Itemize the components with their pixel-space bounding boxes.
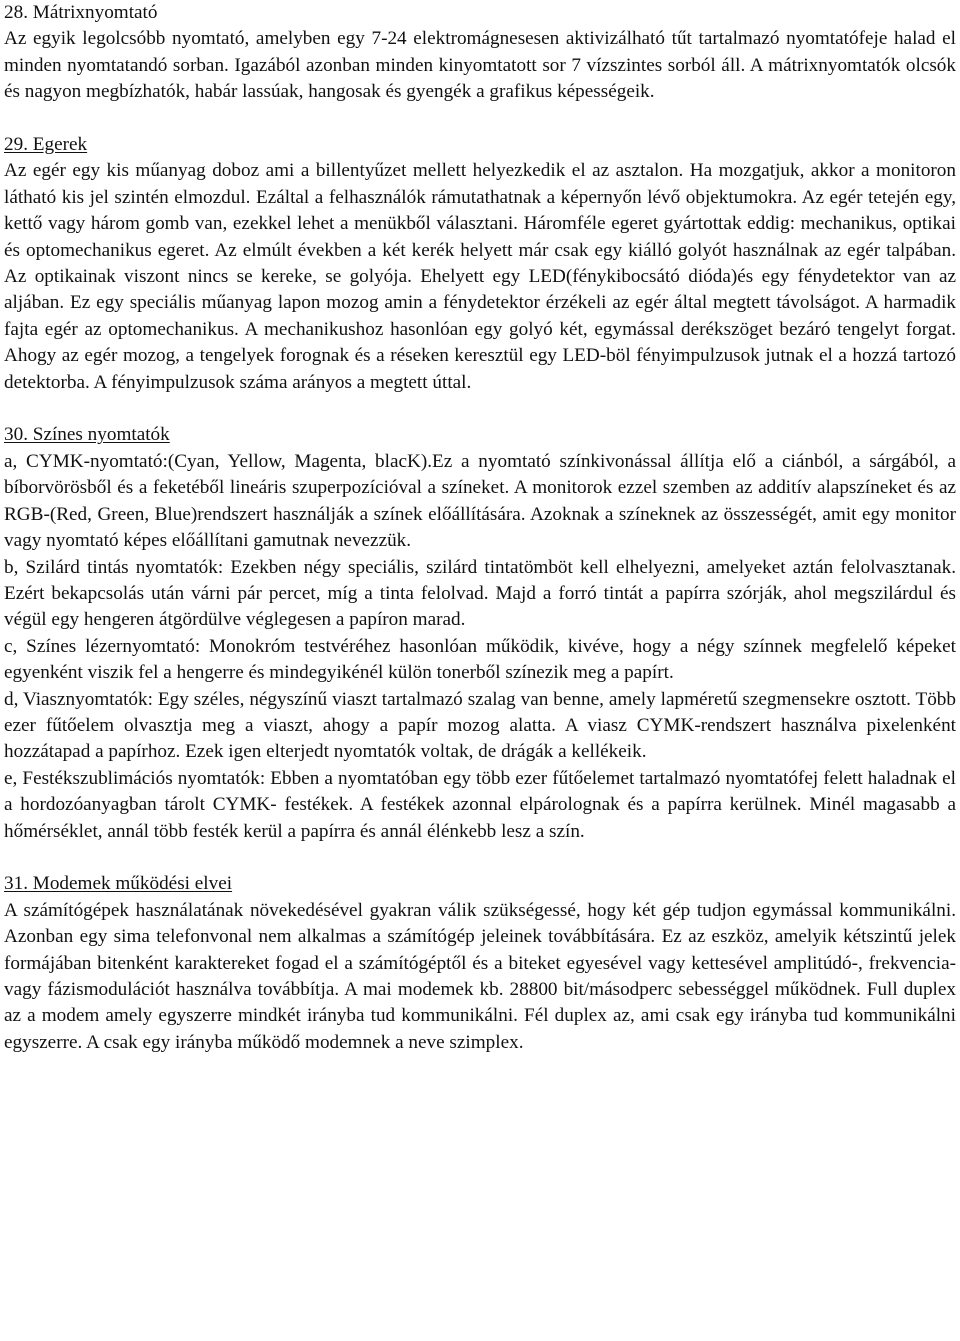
paragraph: d, Viasznyomtatók: Egy széles, négyszínű viaszt tartalmazó szalag van benne, amely lapméretű szegmensekre osztott. Több ezer fűtőelem olvasztja meg a viaszt, ahogy a papír mozog alatta. A viasz CYMK-rendszert használva pixelenként hozzátapad a papírhoz. Ezek igen elterjedt nyomtatók voltak, de drágák a kellékeik. xyxy=(4,688,956,763)
section-heading: 28. Mátrixnyomtató xyxy=(4,2,158,23)
paragraph: e, Festékszublimációs nyomtatók: Ebben a nyomtatóban egy több ezer fűtőelemet tartalmazó nyomtatófej felett haladnak el a hordozóanyagban tárolt CYMK- festékek. A festékek azonnal elpárolognak és a papírra kerülnek. Minél magasabb a hőmérséklet, annál több festék kerül a papírra és annál élénkebb lesz a szín. xyxy=(4,767,956,842)
section-modems xyxy=(4,871,956,1056)
section-heading xyxy=(4,132,956,158)
paragraph: a, CYMK-nyomtató:(Cyan, Yellow, Magenta, blacK).Ez a nyomtató színkivonással állítja elő a ciánból, a sárgából, a bíborvörösből és a feketéből lineáris szuperpozícióval a színeket. A monitorok ezzel szemben az additív alapszíneket és az RGB-(Red, Green, Blue)rendszert használják a színek előállítására. Azoknak a színeknek az összességét, amit egy monitor vagy nyomtató képes előállítani gamutnak nevezzük. xyxy=(4,450,956,552)
section-matrix-printer xyxy=(4,0,956,106)
section-mice xyxy=(4,132,956,396)
paragraph: b, Szilárd tintás nyomtatók: Ezekben négy speciális, szilárd tintatömböt kell elhelyezni, amelyeket aztán felolvasztanak. Ezért bekapcsolás után várni pár percet, míg a tinta felolvad. Majd a forró tintát a papírra szórják, ahol megszilárdul és végül egy hengeren átgördülve véglegesen a papíron marad. xyxy=(4,556,956,631)
heading-text: 29. Egerek xyxy=(4,134,88,156)
spacer xyxy=(4,845,956,871)
section-color-printers xyxy=(4,422,956,845)
section-heading xyxy=(4,871,956,897)
spacer xyxy=(4,396,956,422)
document-page xyxy=(4,0,956,1056)
spacer xyxy=(4,106,956,132)
paragraph: A számítógépek használatának növekedésével gyakran válik szükségessé, hogy két gép tudjon egymással kommunikálni. Azonban egy sima telefonvonal nem alkalmas a számítógép jeleinek továbbítására. Ez az eszköz, amelyik kétszintű jelek formájában bitenként karaktereket fogad el a számítógéptől és a biteket egyesével vagy kettesével amplitúdó-, frekvencia- vagy fázismodulációt használva továbbítja. A mai modemek kb. 28800 bit/másodperc sebességgel működnek. Full duplex az a modem amely egyszerre mindkét irányba tud kommunikálni. Fél duplex az, ami csak egy irányba tud kommunikálni egyszerre. A csak egy irányba működő modemnek a neve szimplex. xyxy=(4,899,956,1053)
heading-text: 30. Színes nyomtatók xyxy=(4,424,170,446)
section-heading xyxy=(4,422,956,448)
paragraph: c, Színes lézernyomtató: Monokróm testvéréhez hasonlóan működik, kivéve, hogy a négy színnek megfelelő képeket egyenként viszik fel a hengerre és mindegyikénél külön tonerből színezik meg a papírt. xyxy=(4,635,956,684)
heading-text: 31. Modemek működési elvei xyxy=(4,873,233,895)
paragraph: Az egér egy kis műanyag doboz ami a billentyűzet mellett helyezkedik el az asztalon. Ha mozgatjuk, akkor a monitoron látható kis jel szintén elmozdul. Ezáltal a felhasználók rámutathatnak a képernyőn lévő objektumokra. Az egér tetején egy, kettő vagy három gomb van, ezekkel lehet a menükből választani. Háromféle egeret gyártottak eddig: mechanikus, optikai és optomechanikus egeret. Az elmúlt években a két kerék helyett már csak egy kiálló golyót használnak az egér talpában. Az optikainak viszont nincs se kereke, se golyója. Ehelyett egy LED(fénykibocsátó dióda)és egy fénydetektor van az aljában. Ez egy speciális műanyag lapon mozog amin a fénydetektor érzékeli az egér által megtett távolságot. A harmadik fajta egér az optomechanikus. A mechanikushoz hasonlóan egy golyó két, egymással derékszöget bezáró tengelyt forgat. Ahogy az egér mozog, a tengelyek forognak és a réseken keresztül egy LED-böl fényimpulzusok jutnak el a hozzá tartozó detektorba. A fényimpulzusok száma arányos a megtett úttal. xyxy=(4,160,956,393)
paragraph: Az egyik legolcsóbb nyomtató, amelyben egy 7-24 elektromágnesesen aktivizálható tűt tartalmazó nyomtatófeje halad el minden nyomtatandó sorban. Igazából azonban minden kinyomtatott sor 7 vízszintes sorból áll. A mátrixnyomtatók olcsók és nagyon megbízhatók, habár lassúak, hangosak és gyengék a grafikus képességeik. xyxy=(4,28,956,103)
